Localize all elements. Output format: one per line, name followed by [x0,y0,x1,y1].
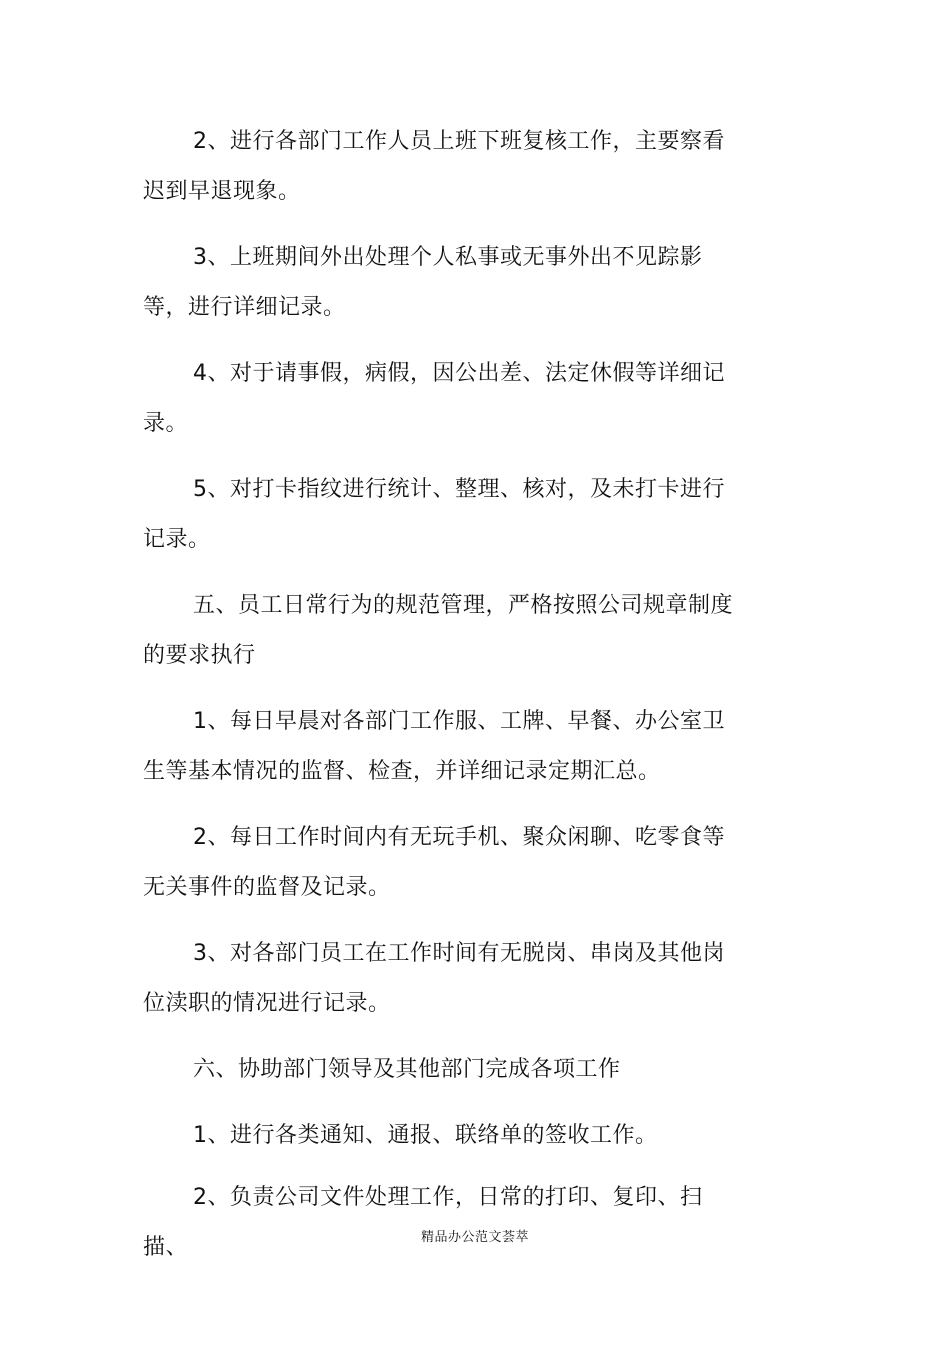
paragraph-item-1-morning-inspection: 1、每日早晨对各部门工作服、工牌、早餐、办公室卫生等基本情况的监督、检查，并详细记录定期汇总。 [143,709,725,784]
page-footer: 精品办公范文荟萃 [420,1230,529,1245]
paragraph-item-1-notice-signing: 1、进行各类通知、通报、联络单的签收工作。 [193,1123,658,1148]
paragraph-item-2-behavior-supervision: 2、每日工作时间内有无玩手机、聚众闲聊、吃零食等无关事件的监督及记录。 [143,825,725,900]
paragraph-item-3-absence-record: 3、对各部门员工在工作时间有无脱岗、串岗及其他岗位渎职的情况进行记录。 [143,941,725,1016]
paragraph-item-4-leave-record: 4、对于请事假，病假，因公出差、法定休假等详细记录。 [143,361,725,436]
section-heading-six: 六、协助部门领导及其他部门完成各项工作 [193,1057,621,1082]
paragraph-item-2-document-handling: 2、负责公司文件处理工作，日常的打印、复印、扫描、 [143,1185,703,1260]
section-heading-five: 五、员工日常行为的规范管理，严格按照公司规章制度的要求执行 [143,593,734,668]
paragraph-item-5-punch-statistics: 5、对打卡指纹进行统计、整理、核对，及未打卡进行记录。 [143,477,725,552]
paragraph-item-3-outing-record: 3、上班期间外出处理个人私事或无事外出不见踪影等，进行详细记录。 [143,245,703,320]
paragraph-item-2-attendance-check: 2、进行各部门工作人员上班下班复核工作，主要察看迟到早退现象。 [143,129,725,204]
